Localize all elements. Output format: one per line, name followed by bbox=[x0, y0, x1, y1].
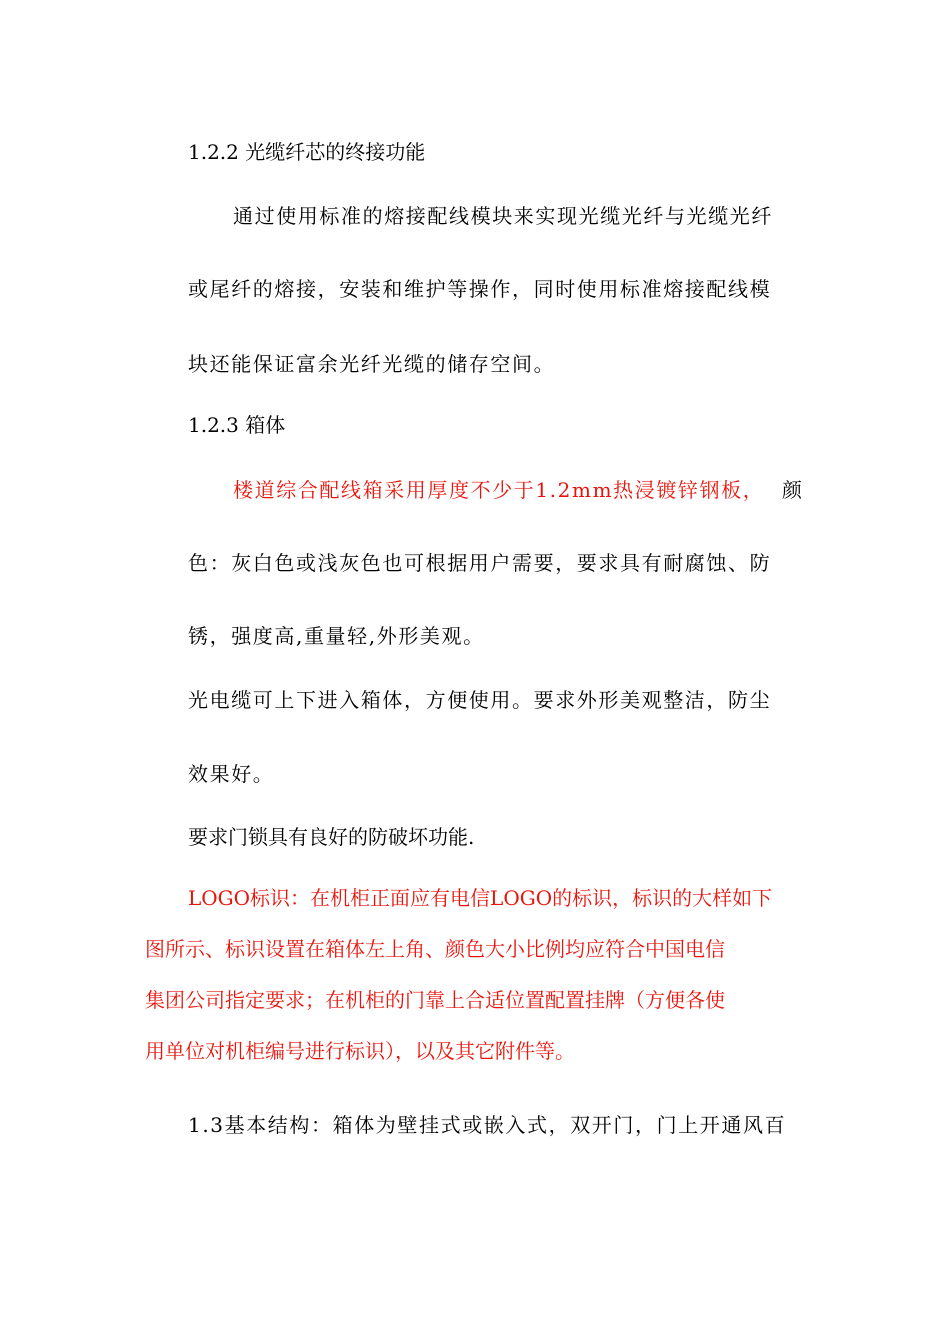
logo-paragraph-line: LOGO标识：在机柜正面应有电信LOGO的标识，标识的大样如下 bbox=[188, 886, 773, 910]
section-heading-1-2-2: 1.2.2 光缆纤芯的终接功能 bbox=[188, 140, 426, 164]
paragraph-line: 锈，强度高,重量轻,外形美观。 bbox=[188, 624, 485, 648]
paragraph-line: 通过使用标准的熔接配线模块来实现光缆光纤与光缆光纤 bbox=[233, 204, 773, 228]
logo-paragraph-line: 用单位对机柜编号进行标识），以及其它附件等。 bbox=[145, 1039, 575, 1063]
highlighted-paragraph-line: 楼道综合配线箱采用厚度不少于1.2mm热浸镀锌钢板， bbox=[233, 478, 765, 502]
section-heading-1-2-3: 1.2.3 箱体 bbox=[188, 413, 286, 437]
section-1-3-line: 1.3基本结构：箱体为壁挂式或嵌入式，双开门，门上开通风百 bbox=[188, 1113, 787, 1137]
logo-paragraph-line: 图所示、标识设置在箱体左上角、颜色大小比例均应符合中国电信 bbox=[145, 937, 725, 961]
paragraph-line: 色：灰白色或浅灰色也可根据用户需要，要求具有耐腐蚀、防 bbox=[188, 551, 772, 575]
paragraph-line: 要求门锁具有良好的防破坏功能. bbox=[188, 825, 475, 849]
paragraph-line-tail: 颜 bbox=[782, 478, 804, 502]
paragraph-line: 光电缆可上下进入箱体，方便使用。要求外形美观整洁，防尘 bbox=[188, 688, 772, 712]
paragraph-line: 块还能保证富余光纤光缆的储存空间。 bbox=[188, 352, 556, 376]
paragraph-line: 或尾纤的熔接，安装和维护等操作，同时使用标准熔接配线模 bbox=[188, 277, 772, 301]
paragraph-line: 效果好。 bbox=[188, 762, 275, 786]
logo-paragraph-line: 集团公司指定要求；在机柜的门靠上合适位置配置挂牌（方便各使 bbox=[145, 988, 725, 1012]
